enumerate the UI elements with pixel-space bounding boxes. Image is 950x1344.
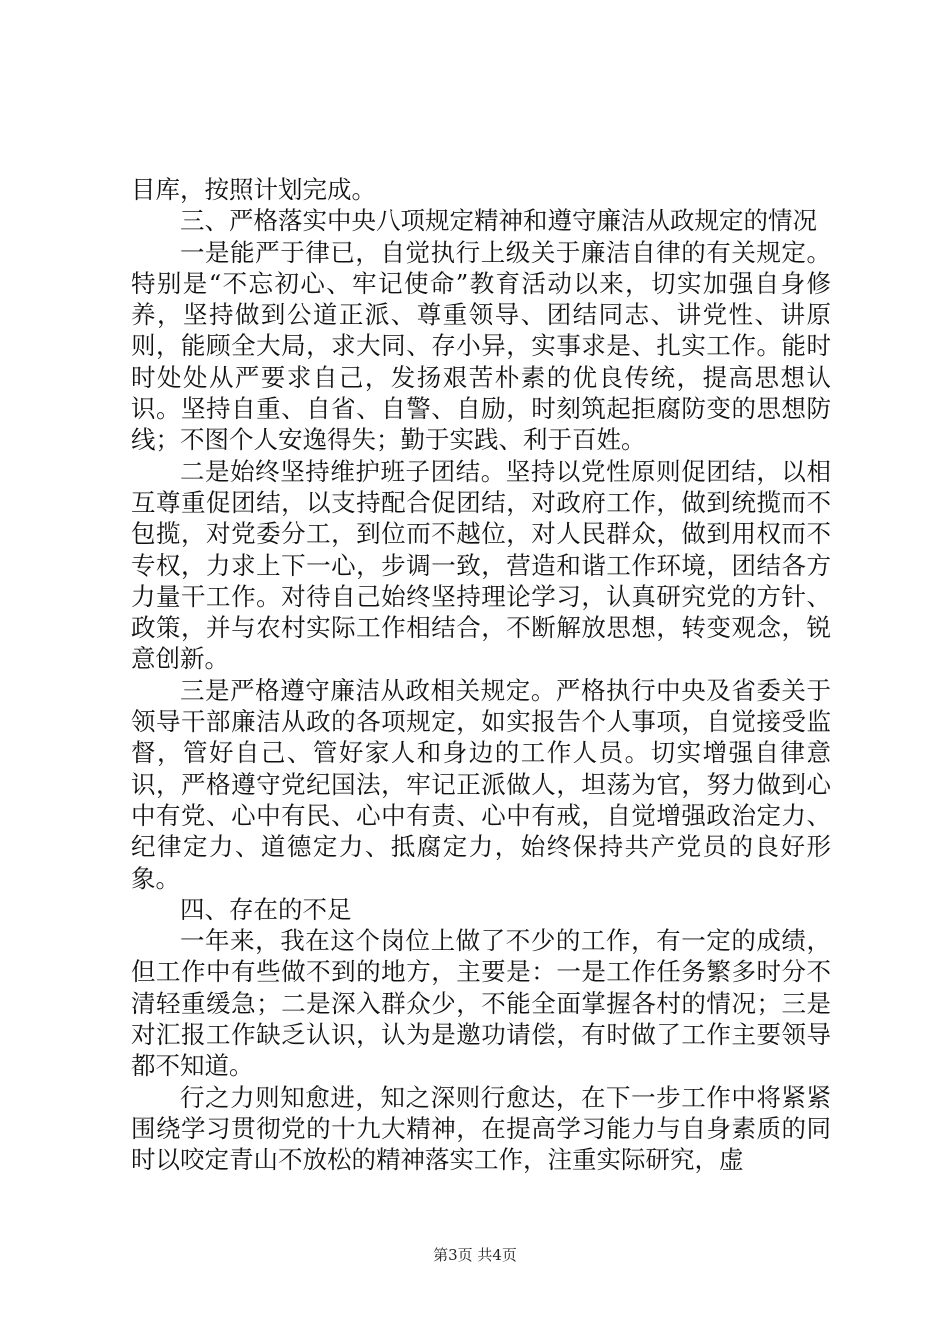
page-footer: [0, 1244, 950, 1265]
paragraph-continuation: 目库，按照计划完成。: [131, 175, 376, 204]
page-number-label: 第3页 共4页: [433, 1246, 517, 1264]
paragraph-integrity-rules: 三是严格遵守廉洁从政相关规定。严格执行中央及省委关于领导干部廉洁从政的各项规定，如实报告个人事项，自觉接受监督，管好自己、管好家人和身边的工作人员。切实增强自律意识，严格遵守党纪国法，牢记正派做人，坦荡为官，努力做到心中有党、心中有民、心中有责、心中有戒，自觉增强政治定力、纪律定力、道德定力、抵腐定力，始终保持共产党员的良好形象。: [131, 675, 831, 893]
paragraph-next-steps: 行之力则知愈进，知之深则行愈达，在下一步工作中将紧紧围绕学习贯彻党的十九大精神，在提高学习能力与自身素质的同时以咬定青山不放松的精神落实工作，注重实际研究，虚: [131, 1082, 831, 1175]
paragraph-shortcomings: 一年来，我在这个岗位上做了不少的工作，有一定的成绩，但工作中有些做不到的地方，主要是：一是工作任务繁多时分不清轻重缓急；二是深入群众少，不能全面掌握各村的情况；三是对汇报工作缺乏认识，认为是邀功请偿，有时做了工作主要领导都不知道。: [131, 926, 831, 1081]
paragraph-team-unity: 二是始终坚持维护班子团结。坚持以党性原则促团结，以相互尊重促团结，以支持配合促团结，对政府工作，做到统揽而不包揽，对党委分工，到位而不越位，对人民群众，做到用权而不专权，力求上下一心，步调一致，营造和谐工作环境，团结各方力量干工作。对待自己始终坚持理论学习，认真研究党的方针、政策，并与农村实际工作相结合，不断解放思想，转变观念，锐意创新。: [131, 456, 831, 674]
section-heading-3: 三、严格落实中央八项规定精神和遵守廉洁从政规定的情况: [180, 206, 817, 236]
section-heading-4: 四、存在的不足: [180, 894, 352, 924]
document-body: [131, 174, 831, 1176]
paragraph-self-discipline: 一是能严于律已，自觉执行上级关于廉洁自律的有关规定。特别是“不忘初心、牢记使命”教育活动以来，切实加强自身修养，坚持做到公道正派、尊重领导、团结同志、讲党性、讲原则，能顾全大局，求大同、存小异，实事求是、扎实工作。能时时处处从严要求自己，发扬艰苦朴素的优良传统，提高思想认识。坚持自重、自省、自警、自励，时刻筑起拒腐防变的思想防线；不图个人安逸得失；勤于实践、利于百姓。: [131, 237, 831, 455]
